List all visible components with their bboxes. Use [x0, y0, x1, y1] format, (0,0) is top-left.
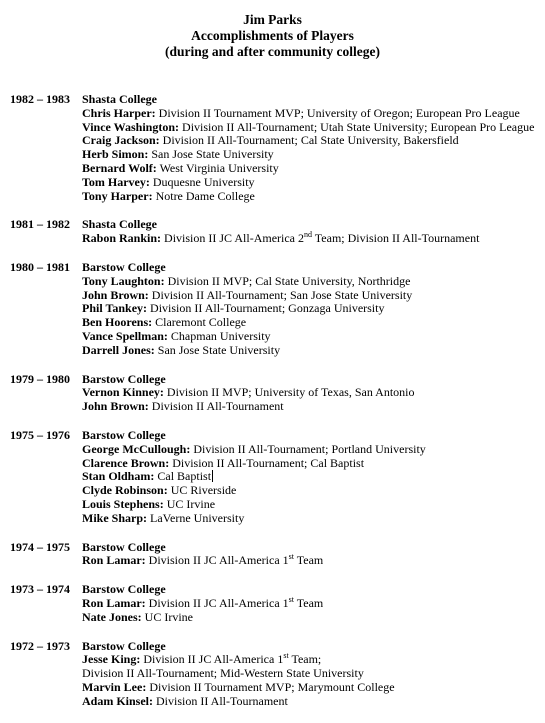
player-name: Vernon Kinney:: [82, 385, 164, 400]
player-entry: [82, 162, 545, 176]
player-entry: [82, 611, 545, 625]
ordinal-suffix: st: [283, 651, 289, 661]
player-entry: [82, 289, 545, 303]
player-name: Tony Laughton:: [82, 273, 165, 288]
player-accomplishments-cont: Team;: [288, 652, 322, 667]
player-accomplishments: Division II All-Tournament; Cal Baptist: [169, 455, 365, 470]
season-years: 1973 – 1974: [10, 582, 70, 597]
player-accomplishments: Division II Tournament MVP; University of Oregon; European Pro League: [155, 105, 520, 120]
college-name: Barstow College: [82, 582, 166, 597]
college-name: Barstow College: [82, 371, 166, 386]
player-accomplishments: Chapman University: [167, 328, 271, 343]
player-name: Darrell Jones:: [82, 342, 155, 357]
player-entry: [82, 121, 545, 135]
player-name: John Brown:: [82, 399, 149, 414]
player-entry: [82, 498, 545, 512]
season-body: [82, 93, 545, 203]
season-body: [82, 429, 545, 526]
player-name: Herb Simon:: [82, 147, 149, 162]
season-body: [82, 218, 545, 246]
player-name: Ron Lamar:: [82, 595, 146, 610]
season-section: [0, 583, 545, 624]
player-entry: [82, 176, 545, 190]
player-name: Clyde Robinson:: [82, 483, 168, 498]
player-name: Rabon Rankin:: [82, 231, 162, 246]
player-name: Ben Hoorens:: [82, 315, 153, 330]
season-section: [0, 218, 545, 246]
player-name: Louis Stephens:: [82, 496, 164, 511]
player-accomplishments: LaVerne University: [147, 510, 245, 525]
player-entry: [82, 695, 545, 709]
player-accomplishments: Division II Tournament MVP; Marymount College: [146, 679, 395, 694]
player-accomplishments: Division II All-Tournament; Portland University: [190, 441, 426, 456]
player-name: Ron Lamar:: [82, 553, 146, 568]
player-accomplishments: Division II All-Tournament; Utah State University; European Pro League: [179, 119, 535, 134]
player-accomplishments: Division II All-Tournament: [153, 693, 288, 708]
season-years: 1975 – 1976: [10, 427, 70, 442]
player-name: Mike Sharp:: [82, 510, 148, 525]
player-name: George McCullough:: [82, 441, 191, 456]
player-accomplishments: Division II JC All-America 1: [145, 595, 289, 610]
player-entry: [82, 512, 545, 526]
season-list: [0, 93, 545, 723]
season-years: 1981 – 1982: [10, 217, 70, 232]
player-entry: [82, 275, 545, 289]
player-name: Phil Tankey:: [82, 301, 148, 316]
player-entry: [82, 594, 545, 611]
season-section: [0, 261, 545, 358]
player-accomplishments: UC Irvine: [141, 609, 193, 624]
player-name: Craig Jackson:: [82, 133, 160, 148]
college-name: Barstow College: [82, 259, 166, 274]
player-accomplishments: Division II MVP; Cal State University, Northridge: [164, 273, 411, 288]
season-body: [82, 261, 545, 358]
player-accomplishments: Notre Dame College: [152, 188, 255, 203]
player-accomplishments: Cal Baptist: [154, 469, 212, 484]
ordinal-suffix: st: [288, 594, 294, 604]
season-years: 1979 – 1980: [10, 371, 70, 386]
player-accomplishments-cont: Team; Division II All-Tournament: [312, 231, 480, 246]
player-entry: [82, 386, 545, 400]
season-years: 1974 – 1975: [10, 539, 70, 554]
player-accomplishments: Division II JC All-America 2: [161, 231, 305, 246]
player-accomplishments: Division II All-Tournament; San Jose State University: [148, 287, 413, 302]
season-section: [0, 373, 545, 414]
player-entry: [82, 554, 545, 568]
player-entry: [82, 107, 545, 121]
player-accomplishments: West Virginia University: [156, 160, 279, 175]
player-name: Tom Harvey:: [82, 174, 150, 189]
ordinal-suffix: st: [288, 552, 294, 562]
season-body: [82, 640, 545, 709]
season-body: [82, 583, 545, 624]
coach-name: Jim Parks: [243, 12, 302, 27]
player-entry: [82, 470, 545, 484]
player-name: Tony Harper:: [82, 188, 153, 203]
season-body: [82, 541, 545, 569]
player-accomplishments: UC Irvine: [163, 496, 216, 511]
player-accomplishments: San Jose State University: [148, 147, 274, 162]
player-name: Stan Oldham:: [82, 469, 155, 484]
season-years: 1982 – 1983: [10, 92, 70, 106]
ordinal-suffix: nd: [304, 230, 313, 240]
player-accomplishments: Division II All-Tournament; Cal State University, Bakersfield: [159, 133, 459, 148]
player-entry: [82, 681, 545, 695]
player-entry: [82, 484, 545, 498]
player-name: Chris Harper:: [82, 105, 156, 120]
player-entry: [82, 667, 545, 681]
player-accomplishments: Division II All-Tournament: [148, 399, 284, 414]
player-accomplishments-cont: Team: [294, 553, 324, 568]
season-section: [0, 429, 545, 526]
player-accomplishments-cont: Team: [294, 595, 324, 610]
season-section: [0, 640, 545, 709]
season-years: 1972 – 1973: [10, 638, 70, 653]
player-entry: [82, 653, 545, 667]
player-accomplishments: Division II All-Tournament; Mid-Western State University: [82, 666, 364, 681]
player-name: Adam Kinsel:: [82, 693, 154, 708]
season-body: [82, 373, 545, 414]
player-entry: [82, 443, 545, 457]
player-accomplishments: UC Riverside: [167, 483, 237, 498]
document-subtitle: (during and after community college): [165, 44, 380, 59]
season-years: 1980 – 1981: [10, 259, 70, 274]
player-entry: [82, 232, 545, 246]
player-name: Jesse King:: [82, 652, 141, 667]
player-entry: [82, 190, 545, 204]
player-entry: [82, 344, 545, 358]
player-accomplishments: Division II MVP; University of Texas, San Antonio: [163, 385, 415, 400]
college-name: Barstow College: [82, 638, 166, 653]
player-name: Clarence Brown:: [82, 455, 170, 470]
player-name: John Brown:: [82, 287, 149, 302]
player-entry: [82, 457, 545, 471]
player-name: Vince Washington:: [82, 119, 180, 134]
player-entry: [82, 134, 545, 148]
player-entry: [82, 302, 545, 316]
college-name: Shasta College: [82, 92, 157, 106]
season-section: [0, 541, 545, 569]
player-name: Vance Spellman:: [82, 328, 168, 343]
player-entry: [82, 400, 545, 414]
player-entry: [82, 148, 545, 162]
document-title: Accomplishments of Players: [191, 28, 354, 43]
player-accomplishments: Division II JC All-America 1: [145, 553, 289, 568]
player-accomplishments: Division II All-Tournament; Gonzaga University: [147, 301, 385, 316]
season-section: [0, 93, 545, 203]
college-name: Barstow College: [82, 539, 166, 554]
player-accomplishments: Division II JC All-America 1: [140, 652, 284, 667]
player-entry: [82, 316, 545, 330]
player-accomplishments: Duquesne University: [149, 174, 255, 189]
player-name: Nate Jones:: [82, 609, 142, 624]
player-accomplishments: San Jose State University: [154, 342, 281, 357]
document-header: [0, 12, 545, 60]
college-name: Barstow College: [82, 427, 166, 442]
college-name: Shasta College: [82, 217, 157, 232]
player-name: Bernard Wolf:: [82, 160, 157, 175]
player-accomplishments: Claremont College: [152, 315, 247, 330]
player-name: Marvin Lee:: [82, 679, 147, 694]
player-entry: [82, 330, 545, 344]
text-cursor: [212, 470, 213, 482]
